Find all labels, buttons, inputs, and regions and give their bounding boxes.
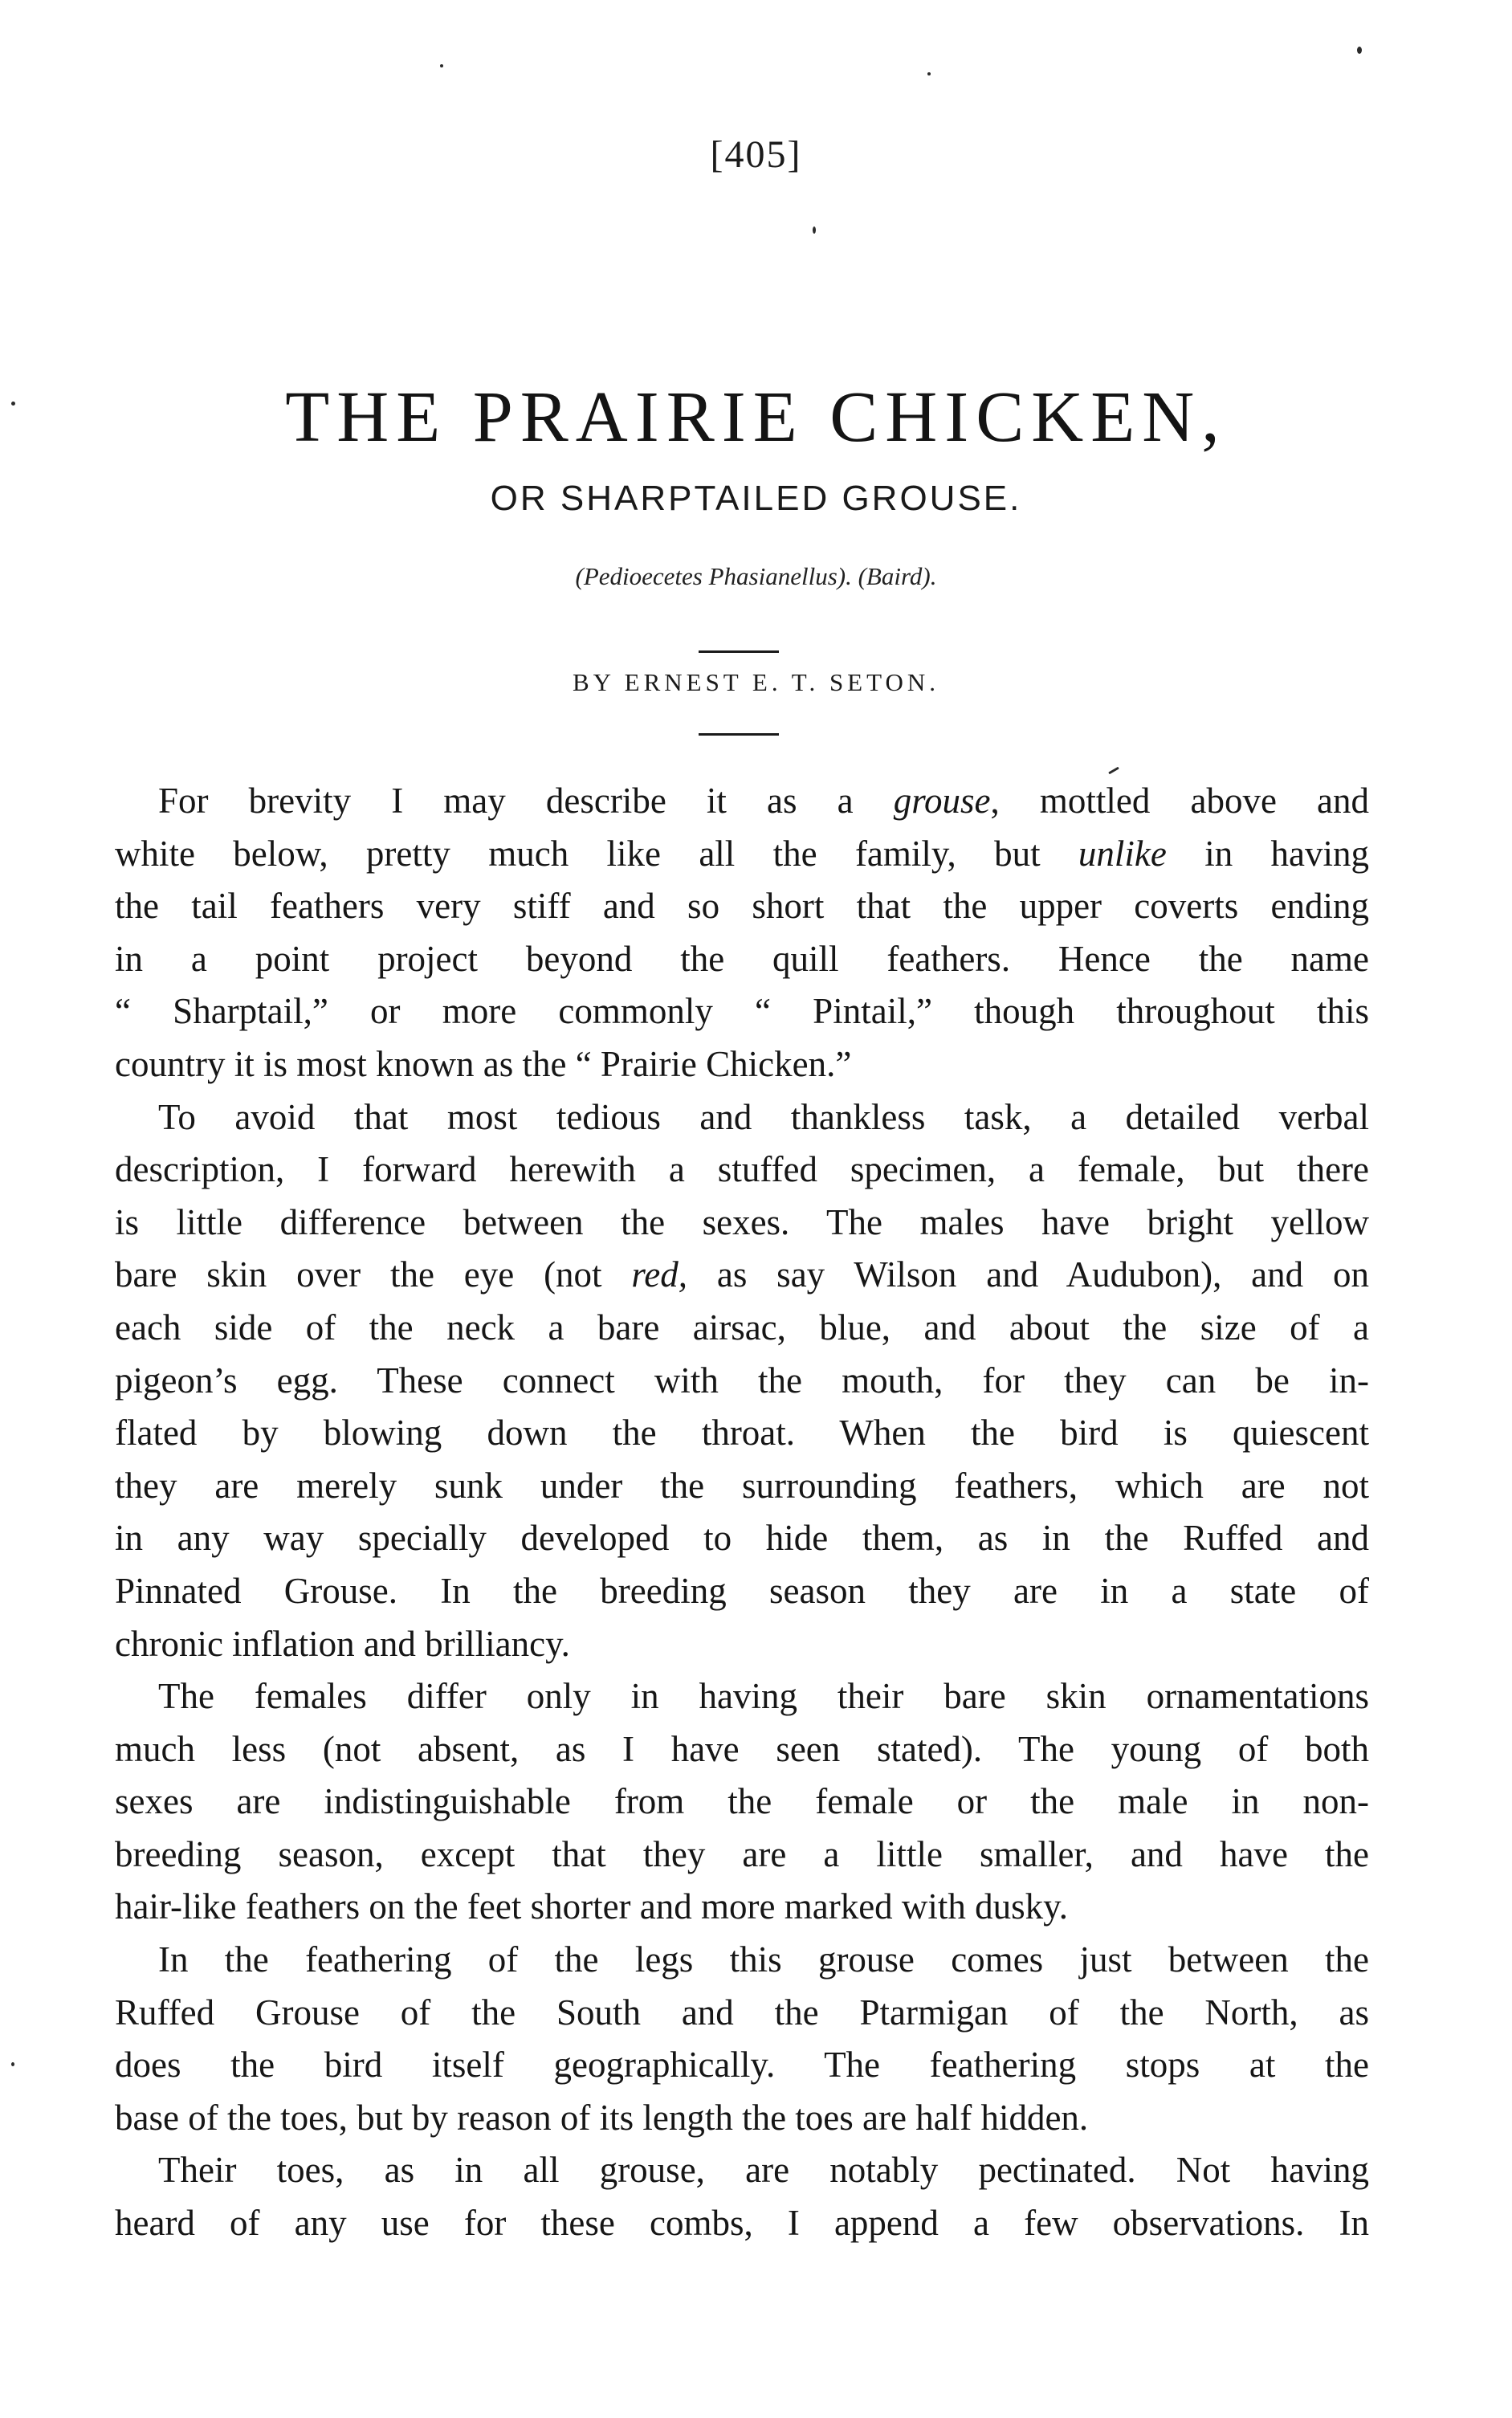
text-line	[115, 880, 1369, 933]
text-line	[115, 933, 1369, 986]
text-line	[115, 1934, 1369, 1987]
line-text: country it is most known as the “ Prairie Chicken.”	[115, 1043, 852, 1084]
text-line	[115, 1302, 1369, 1355]
emphasis-text: unlike	[1078, 833, 1167, 874]
line-text: heard of any use for these combs, I append a few observations. In	[115, 2203, 1369, 2244]
text-line	[115, 2092, 1369, 2145]
line-text: Their toes, as in all grouse, are notably pectinated. Not having	[158, 2150, 1369, 2191]
line-text: each side of the neck a bare airsac, blue, and about the size of a	[115, 1307, 1369, 1348]
line-text: flated by blowing down the throat. When the bird is quiescent	[115, 1413, 1369, 1454]
article-title: THE PRAIRIE CHICKEN,	[285, 377, 1227, 457]
text-line	[115, 1670, 1369, 1723]
scan-speck	[11, 402, 15, 406]
scan-speck	[11, 2062, 14, 2066]
text-line	[115, 1249, 1369, 1302]
line-text: white below, pretty much like all the family, but	[115, 833, 1078, 874]
paragraph	[115, 2144, 1369, 2249]
scan-speck	[1357, 47, 1362, 54]
scan-speck	[813, 226, 816, 234]
line-text: , mottled above and	[990, 781, 1369, 821]
line-text: in having	[1166, 833, 1369, 874]
scan-speck	[1108, 767, 1119, 775]
line-text: The females differ only in having their bare skin ornamentations	[158, 1676, 1369, 1717]
article-subtitle: OR SHARPTAILED GROUSE.	[490, 479, 1022, 518]
line-text: bare skin over the eye (not	[115, 1254, 632, 1295]
line-text: does the bird itself geographically. The feathering stops at the	[115, 2045, 1369, 2086]
paragraph	[115, 1670, 1369, 1934]
author-byline: BY ERNEST E. T. SETON.	[572, 668, 940, 696]
emphasis-text: grouse	[893, 781, 991, 821]
text-line	[115, 985, 1369, 1038]
text-line	[115, 2197, 1369, 2250]
line-text: in any way specially developed to hide them, as in the Ruffed and	[115, 1518, 1369, 1559]
text-line	[115, 775, 1369, 828]
text-line	[115, 1829, 1369, 1882]
line-text: sexes are indistinguishable from the female or the male in non-	[115, 1781, 1369, 1822]
line-text: breeding season, except that they are a little smaller, and have the	[115, 1833, 1369, 1874]
scan-speck	[927, 72, 931, 75]
text-line	[115, 1565, 1369, 1618]
line-text: in a point project beyond the quill feathers. Hence the name	[115, 938, 1369, 979]
scientific-name: (Pedioecetes Phasianellus). (Baird).	[575, 562, 937, 590]
line-text: “ Sharptail,” or more commonly “ Pintail,” though throughout this	[115, 991, 1369, 1032]
bottom-rule	[699, 733, 779, 736]
text-line	[115, 1618, 1369, 1671]
article-body	[115, 775, 1369, 2250]
line-text: For brevity I may describe it as a	[158, 781, 894, 821]
text-line	[115, 1407, 1369, 1460]
line-text: Pinnated Grouse. In the breeding season they are in a state of	[115, 1570, 1369, 1611]
paragraph	[115, 775, 1369, 1091]
page-number: [405]	[710, 133, 802, 176]
line-text: they are merely sunk under the surrounding feathers, which are not	[115, 1465, 1369, 1506]
text-line	[115, 1776, 1369, 1829]
text-line	[115, 1091, 1369, 1144]
paragraph	[115, 1091, 1369, 1671]
line-text: description, I forward herewith a stuffed specimen, a female, but there	[115, 1149, 1369, 1190]
line-text: To avoid that most tedious and thankless task, a detailed verbal	[158, 1096, 1369, 1137]
text-line	[115, 1355, 1369, 1408]
text-line	[115, 1197, 1369, 1250]
line-text: base of the toes, but by reason of its length the toes are half hidden.	[115, 2097, 1089, 2138]
text-line	[115, 1512, 1369, 1565]
line-text: In the feathering of the legs this grouse comes just between the	[158, 1939, 1369, 1980]
line-text: pigeon’s egg. These connect with the mouth, for they can be in-	[115, 1360, 1369, 1401]
line-text: is little difference between the sexes. The males have bright yellow	[115, 1201, 1369, 1242]
text-line	[115, 1987, 1369, 2040]
text-line	[115, 1038, 1369, 1091]
line-text: chronic inflation and brilliancy.	[115, 1623, 570, 1664]
emphasis-text: red,	[631, 1254, 687, 1295]
text-line	[115, 2039, 1369, 2092]
line-text: Ruffed Grouse of the South and the Ptarmigan of the North, as	[115, 1992, 1369, 2033]
text-line	[115, 1144, 1369, 1197]
text-line	[115, 1723, 1369, 1776]
line-text: as say Wilson and Audubon), and on	[687, 1254, 1369, 1295]
line-text: much less (not absent, as I have seen stated). The young of both	[115, 1728, 1369, 1769]
text-line	[115, 1460, 1369, 1513]
text-line	[115, 828, 1369, 881]
top-rule	[699, 650, 779, 653]
text-line	[115, 1881, 1369, 1934]
scan-speck	[440, 64, 443, 67]
text-line	[115, 2144, 1369, 2197]
line-text: hair-like feathers on the feet shorter and more marked with dusky.	[115, 1886, 1069, 1927]
line-text: the tail feathers very stiff and so short that the upper coverts ending	[115, 886, 1369, 927]
paragraph	[115, 1934, 1369, 2144]
